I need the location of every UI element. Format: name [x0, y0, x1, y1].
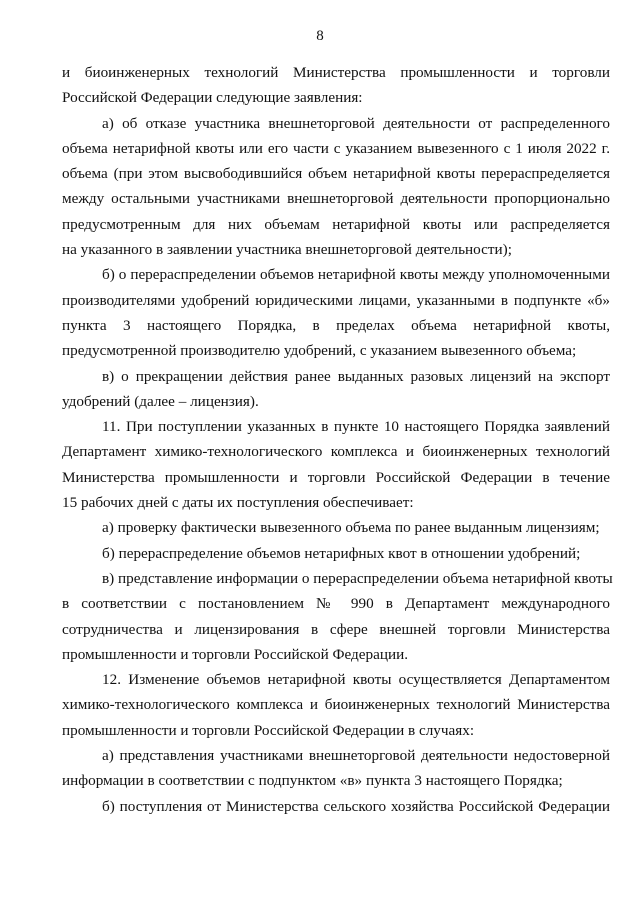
document-body	[62, 60, 613, 819]
text-line: в) о прекращении действия ранее выданных разовых лицензий на экспорт	[102, 367, 610, 385]
text-line: объема (при этом высвободившийся объем нетарифной квоты перераспределяется	[62, 165, 610, 183]
text-line: на указанного в заявлении участника внешнеторговой деятельности);	[62, 241, 512, 259]
text-line: производителями удобрений юридическими лицами, указанными в подпункте «б»	[62, 291, 610, 309]
text-line: удобрений (далее – лицензия).	[62, 392, 259, 410]
text-line: и биоинженерных технологий Министерства промышленности и торговли	[62, 64, 610, 81]
page-number: 8	[316, 28, 324, 44]
text-line: б) о перераспределении объемов нетарифной квоты между уполномоченными	[102, 266, 610, 284]
text-line: предусмотренным для них объемам нетарифной квоты или распределяется	[62, 215, 610, 233]
text-line: 12. Изменение объемов нетарифной квоты осуществляется Департаментом	[102, 671, 610, 689]
text-line: сотрудничества и лицензирования в сфере внешней торговли Министерства	[62, 620, 610, 638]
text-line: между остальными участниками внешнеторговой деятельности пропорционально	[62, 190, 610, 208]
text-line: Департамент химико-технологического комплекса и биоинженерных технологий	[62, 443, 610, 461]
text-line: в) представление информации о перераспределении объема нетарифной квоты	[102, 569, 613, 587]
text-line: Российской Федерации следующие заявления:	[62, 89, 363, 107]
text-line: информации в соответствии с подпунктом «в» пункта 3 настоящего Порядка;	[62, 772, 563, 790]
text-line: промышленности и торговли Российской Федерации.	[62, 645, 409, 663]
text-line: б) поступления от Министерства сельского хозяйства Российской Федерации	[102, 797, 610, 815]
text-line: а) об отказе участника внешнеторговой деятельности от распределенного	[102, 114, 610, 132]
text-line: б) перераспределение объемов нетарифных квот в отношении удобрений;	[102, 544, 581, 562]
text-line: а) проверку фактически вывезенного объема по ранее выданным лицензиям;	[102, 519, 600, 537]
text-line: предусмотренной производителю удобрений, с указанием вывезенного объема;	[62, 342, 577, 360]
text-line: пункта 3 настоящего Порядка, в пределах объема нетарифной квоты,	[62, 316, 610, 334]
text-line: промышленности и торговли Российской Федерации в случаях:	[62, 721, 475, 739]
text-line: объема нетарифной квоты или его части с указанием вывезенного с 1 июля 2022 г.	[62, 139, 610, 157]
text-line: химико-технологического комплекса и биоинженерных технологий Министерства	[62, 696, 610, 714]
text-line: в соответствии с постановлением № 990 в Департамент международного	[62, 595, 610, 613]
text-line: а) представления участниками внешнеторговой деятельности недостоверной	[102, 747, 610, 765]
text-line: Министерства промышленности и торговли Российской Федерации в течение	[62, 468, 610, 486]
text-line: 15 рабочих дней с даты их поступления обеспечивает:	[62, 494, 414, 512]
text-line: 11. При поступлении указанных в пункте 10 настоящего Порядка заявлений	[102, 418, 610, 436]
